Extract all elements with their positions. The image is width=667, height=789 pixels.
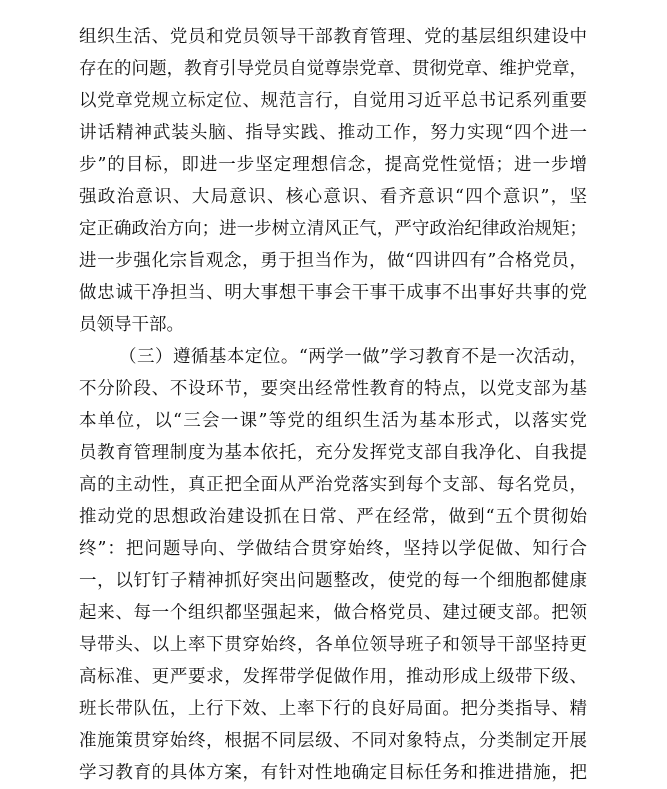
text-line: 一，以钉钉子精神抓好突出问题整改，使党的每一个细胞都健康	[79, 571, 587, 591]
text-line: 准施策贯穿始终，根据不同层级、不同对象特点，分类制定开展	[79, 731, 587, 751]
text-line: 员教育管理制度为基本依托，充分发挥党支部自我净化、自我提	[79, 443, 587, 463]
text-line: 本单位，以“三会一课”等党的组织生活为基本形式，以落实党	[79, 411, 587, 431]
section-heading-line: （三）遵循基本定位。“两学一做”学习教育不是一次活动，	[119, 347, 587, 367]
text-line: 班长带队伍，上行下效、上率下行的良好局面。把分类指导、精	[79, 699, 587, 719]
text-line: 做忠诚干净担当、明大事想干事会干事干成事不出事好共事的党	[79, 283, 587, 303]
text-line: 学习教育的具体方案，有针对性地确定目标任务和推进措施，把	[79, 763, 587, 783]
text-line: 员领导干部。	[79, 315, 184, 335]
text-line: 强政治意识、大局意识、核心意识、看齐意识“四个意识”，坚	[79, 187, 587, 207]
text-line: 组织生活、党员和党员领导干部教育管理、党的基层组织建设中	[79, 27, 587, 47]
text-line: 进一步强化宗旨观念，勇于担当作为，做“四讲四有”合格党员，	[79, 251, 587, 271]
text-line: 定正确政治方向；进一步树立清风正气，严守政治纪律政治规矩；	[79, 219, 587, 239]
text-line: 存在的问题，教育引导党员自觉尊崇党章、贯彻党章、维护党章，	[79, 59, 587, 79]
text-line: 高标准、更严要求，发挥带学促做作用，推动形成上级带下级、	[79, 667, 587, 687]
text-line: 讲话精神武装头脑、指导实践、推动工作，努力实现“四个进一	[79, 123, 587, 143]
text-line: 推动党的思想政治建设抓在日常、严在经常，做到“五个贯彻始	[79, 507, 587, 527]
text-line: 不分阶段、不设环节，要突出经常性教育的特点，以党支部为基	[79, 379, 587, 399]
text-line: 导带头、以上率下贯穿始终，各单位领导班子和领导干部坚持更	[79, 635, 587, 655]
text-line: 以党章党规立标定位、规范言行，自觉用习近平总书记系列重要	[79, 91, 587, 111]
text-line: 终”：把问题导向、学做结合贯穿始终，坚持以学促做、知行合	[79, 539, 587, 559]
text-line: 步”的目标，即进一步坚定理想信念，提高党性觉悟；进一步增	[79, 155, 587, 175]
text-line: 起来、每一个组织都坚强起来，做合格党员、建过硬支部。把领	[79, 603, 587, 623]
text-line: 高的主动性，真正把全面从严治党落实到每个支部、每名党员，	[79, 475, 587, 495]
